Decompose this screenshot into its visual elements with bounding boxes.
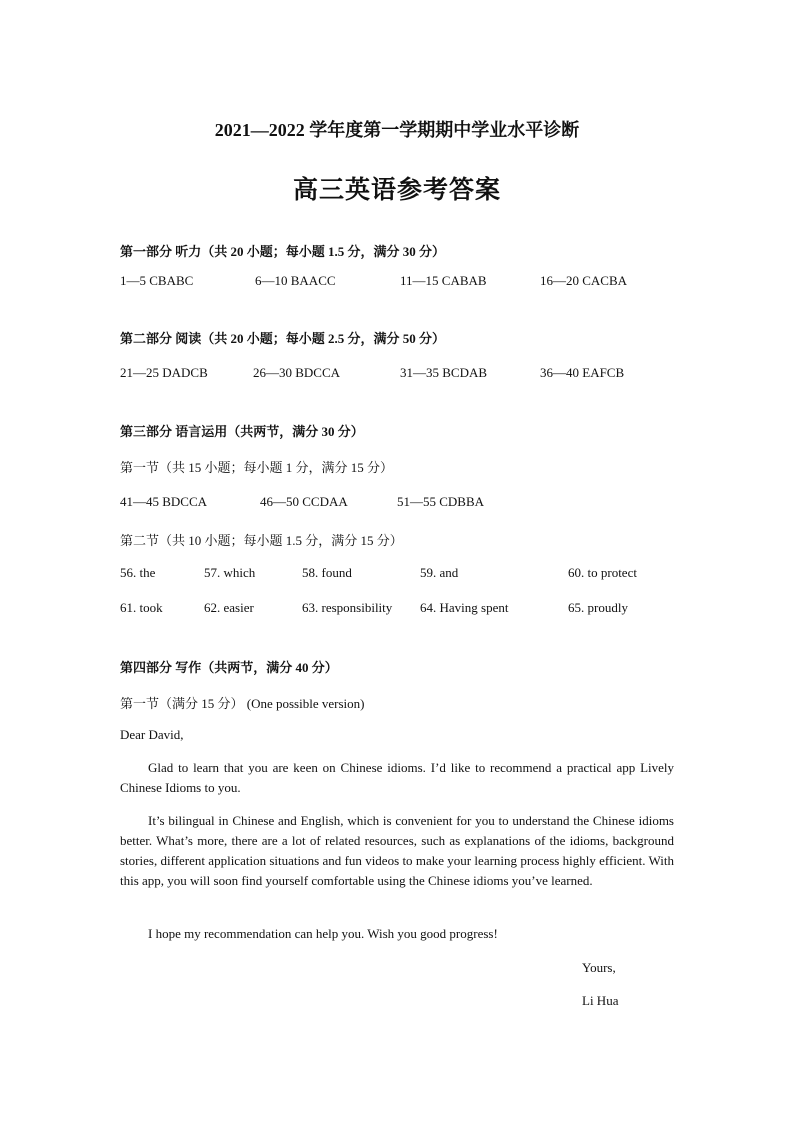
part1-heading: 第一部分 听力（共 20 小题；每小题 1.5 分，满分 30 分） (120, 244, 446, 259)
part2-answer-group: 26—30 BDCCA (253, 365, 341, 380)
part3-section2-answer: 63. responsibility (302, 600, 393, 615)
part2-answer-group: 36—40 EAFCB (540, 365, 625, 380)
part2-answer-group: 31—35 BCDAB (400, 365, 488, 380)
part3-section2-answer: 58. found (302, 565, 352, 580)
part4-heading: 第四部分 写作（共两节，满分 40 分） (120, 660, 338, 675)
part2-answer-group: 21—25 DADCB (120, 365, 208, 380)
letter-closing: Yours, (582, 960, 616, 975)
document-title: 高三英语参考答案 (292, 177, 501, 204)
part3-section2-answer: 59. and (420, 565, 459, 580)
part1-answer-group: 1—5 CBABC (120, 273, 194, 288)
part3-section1-answer-group: 51—55 CDBBA (397, 494, 485, 509)
letter-signature: Li Hua (582, 993, 619, 1008)
part1-answer-group: 16—20 CACBA (540, 273, 628, 288)
part3-heading: 第三部分 语言运用（共两节，满分 30 分） (120, 424, 364, 439)
letter-salutation: Dear David, (120, 727, 184, 742)
part3-section1-answer-group: 41—45 BDCCA (120, 494, 208, 509)
part3-section2-answer: 56. the (120, 565, 156, 580)
part3-section2-answer: 64. Having spent (420, 600, 509, 615)
letter-paragraph: It’s bilingual in Chinese and English, which is convenient for you to understand the Chinese idioms better. What’s more, there are a lot of related resources, such as explanations of the idioms, background stories, different application situations and fun videos to make your learning process highly efficient. With this app, you will soon find yourself comfortable using the Chinese idioms you’ve learned. (120, 813, 674, 888)
part3-section2-answer: 57. which (204, 565, 256, 580)
part4-section1-heading: 第一节（满分 15 分） (One possible version) (120, 696, 365, 711)
letter-paragraph: Glad to learn that you are keen on Chinese idioms. I’d like to recommend a practical app Lively Chinese Idioms to you. (120, 760, 674, 795)
part1-answer-group: 6—10 BAACC (255, 273, 336, 288)
part2-heading: 第二部分 阅读（共 20 小题；每小题 2.5 分，满分 50 分） (120, 331, 446, 346)
part3-section2-heading: 第二节（共 10 小题；每小题 1.5 分，满分 15 分） (120, 533, 403, 548)
part3-section2-answer: 60. to protect (568, 565, 637, 580)
part3-section1-answer-group: 46—50 CCDAA (260, 494, 348, 509)
part3-section2-answer: 65. proudly (568, 600, 628, 615)
part3-section1-heading: 第一节（共 15 小题；每小题 1 分，满分 15 分） (120, 460, 394, 475)
part3-section2-answer: 61. took (120, 600, 163, 615)
part3-section2-answer: 62. easier (204, 600, 254, 615)
part1-answer-group: 11—15 CABAB (400, 273, 487, 288)
term-title: 2021—2022 学年度第一学期期中学业水平诊断 (214, 120, 580, 140)
letter-paragraph: I hope my recommendation can help you. Wish you good progress! (148, 926, 498, 941)
